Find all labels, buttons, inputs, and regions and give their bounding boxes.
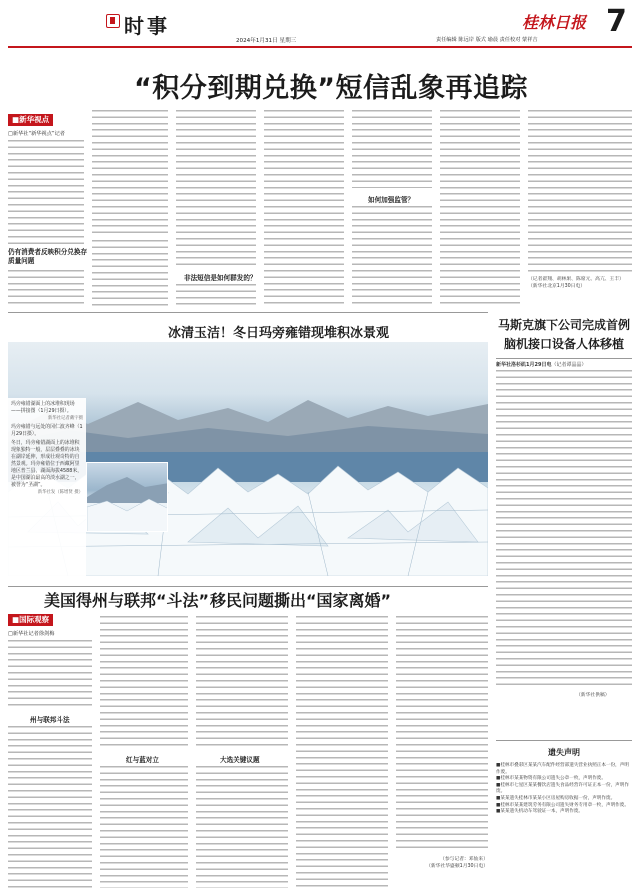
lead-col3-text-b xyxy=(176,284,256,306)
lead-section-label: ■新华视点 xyxy=(8,114,53,126)
section-title: 时事 xyxy=(124,14,170,38)
bottom-col2-text-b xyxy=(100,766,188,888)
bottom-story xyxy=(8,614,488,890)
bottom-section-label: ■国际观察 xyxy=(8,614,53,626)
lead-sub2: 非法短信是如何群发的？ xyxy=(184,274,257,282)
bottom-top-rule xyxy=(8,586,488,587)
lead-sub3: 如何加强监管？ xyxy=(368,196,415,204)
lead-sub1: 仍有消费者反映积分兑换存质量问题 xyxy=(8,248,88,265)
photo-title: 冰清玉洁！冬日玛旁雍错现堆积冰景观 xyxy=(168,326,390,341)
bottom-col2-text xyxy=(100,616,188,748)
notice-title: 遗失声明 xyxy=(548,748,580,757)
bottom-headline-left: 美国得州与联邦“斗法” xyxy=(44,591,210,610)
lead-col6-text xyxy=(440,110,520,306)
bottom-byline: □新华社记者徐剑梅 xyxy=(8,631,55,637)
right-story xyxy=(496,314,632,734)
section-marker-icon: ■ xyxy=(12,115,20,124)
ice-photo-inset xyxy=(86,462,168,532)
bottom-headline-right: 移民问题撕出“国家离婚” xyxy=(210,591,392,610)
bottom-signoff: （参与记者：邓仙来） （新华社华盛顿1月30日电） xyxy=(426,857,488,869)
ice-photo-main xyxy=(8,342,488,576)
bottom-col3-text xyxy=(196,616,288,748)
notice-item: ■某某遗失机动车驾驶证一本，声明作废。 xyxy=(496,809,584,815)
photo-credit-2: 新华社发（陈增贤 摄） xyxy=(37,490,83,496)
bottom-sub3: 大选关键议题 xyxy=(220,756,260,764)
photo-caption-body: 冬日，玛旁雍错湖面上的冰堆积现象独特一般，层层叠叠的冰块在湖岸延伸，形成壮观奇特的自然景观。玛旁雍错位于西藏阿里地区普兰县，湖面海拔4588米，是中国湖泊最高的淡水湖之一，被誉为“圣湖”。 xyxy=(11,440,83,489)
photo-feature xyxy=(8,314,488,576)
photo-credit-1: 新华社记者戴宇摄 xyxy=(47,416,83,421)
photo-caption-block xyxy=(8,398,86,576)
masthead xyxy=(8,6,632,50)
notice-item: ■桂林市某某建筑劳务有限公司遗失财务专用章一枚，声明作废。 xyxy=(496,802,629,808)
right-text-col1 xyxy=(496,370,632,690)
lead-col7-text xyxy=(528,110,632,274)
notice-item: ■桂林市叠彩区某某汽车配件经营部遗失营业执照正本一份，声明作废。 xyxy=(496,763,629,775)
notice-item: ■桂林市某某物资有限公司遗失公章一枚，声明作废。 xyxy=(496,776,606,782)
lead-col2-text xyxy=(92,110,168,238)
bottom-sub1: 州与联邦斗法 xyxy=(30,716,70,724)
lead-story xyxy=(8,108,632,308)
section-icon xyxy=(106,14,120,28)
lead-byline: □新华社“新华视点”记者 xyxy=(8,131,65,137)
section-marker-icon-2: ■ xyxy=(12,615,20,624)
bottom-sub2: 红与蓝对立 xyxy=(126,756,159,764)
bottom-col5-text xyxy=(396,616,488,852)
lead-col1-text xyxy=(8,140,84,244)
lead-col4-text xyxy=(264,110,344,306)
lead-headline: “积分到期兑换”短信乱象再追踪 xyxy=(134,73,528,104)
notice-box xyxy=(496,740,632,890)
photo-caption-1: 玛旁雍错湖面上的冰堆积现场——拼接图（1月29日摄）。 xyxy=(11,401,75,414)
lead-signoff: （记者翟翔、胡林果、陈席元、高亢、王丰） （新华社北京1月30日电） xyxy=(528,277,624,289)
photo-caption-2: 玛旁雍错与远处的冈仁波齐峰（1月29日摄）。 xyxy=(11,424,83,438)
editors-line: 责任编辑 陈远岸 版式 瑜晨 责任校对 蒙祥吉 xyxy=(436,37,538,43)
date-line: 2024年1月31日 星期三 xyxy=(236,38,297,44)
right-headline: 马斯克旗下公司完成首例脑机接口设备人体移植 xyxy=(497,318,630,351)
lead-col5-text xyxy=(352,110,432,188)
photo-top-rule xyxy=(8,312,488,313)
notice-item: ■桂林市七星区某某餐饮店遗失食品经营许可证正本一份，声明作废。 xyxy=(496,782,629,795)
masthead-logo: 桂林日报 xyxy=(522,13,587,32)
right-headline-rule xyxy=(496,358,632,359)
inset-peak xyxy=(87,463,168,532)
lead-col3-text xyxy=(176,110,256,266)
lead-col5-text-b xyxy=(352,206,432,306)
bottom-col1-text-b xyxy=(8,726,92,888)
right-dateline: 新华社洛杉矶1月29日电（记者谭晶晶） xyxy=(496,362,587,368)
notice-item: ■某某遗失桂林市某某小区房屋购房收据一份，声明作废。 xyxy=(496,795,616,801)
notice-list xyxy=(496,763,632,816)
right-end: （新华社供稿） xyxy=(576,693,610,698)
bottom-col3-text-b xyxy=(196,766,288,888)
page-number: 7 xyxy=(606,4,627,39)
masthead-rule xyxy=(8,46,632,48)
lead-col1-text-b xyxy=(8,270,84,306)
bottom-col1-text xyxy=(8,640,92,710)
bottom-col4-text xyxy=(296,616,388,888)
lead-col2-text-b xyxy=(92,240,168,306)
